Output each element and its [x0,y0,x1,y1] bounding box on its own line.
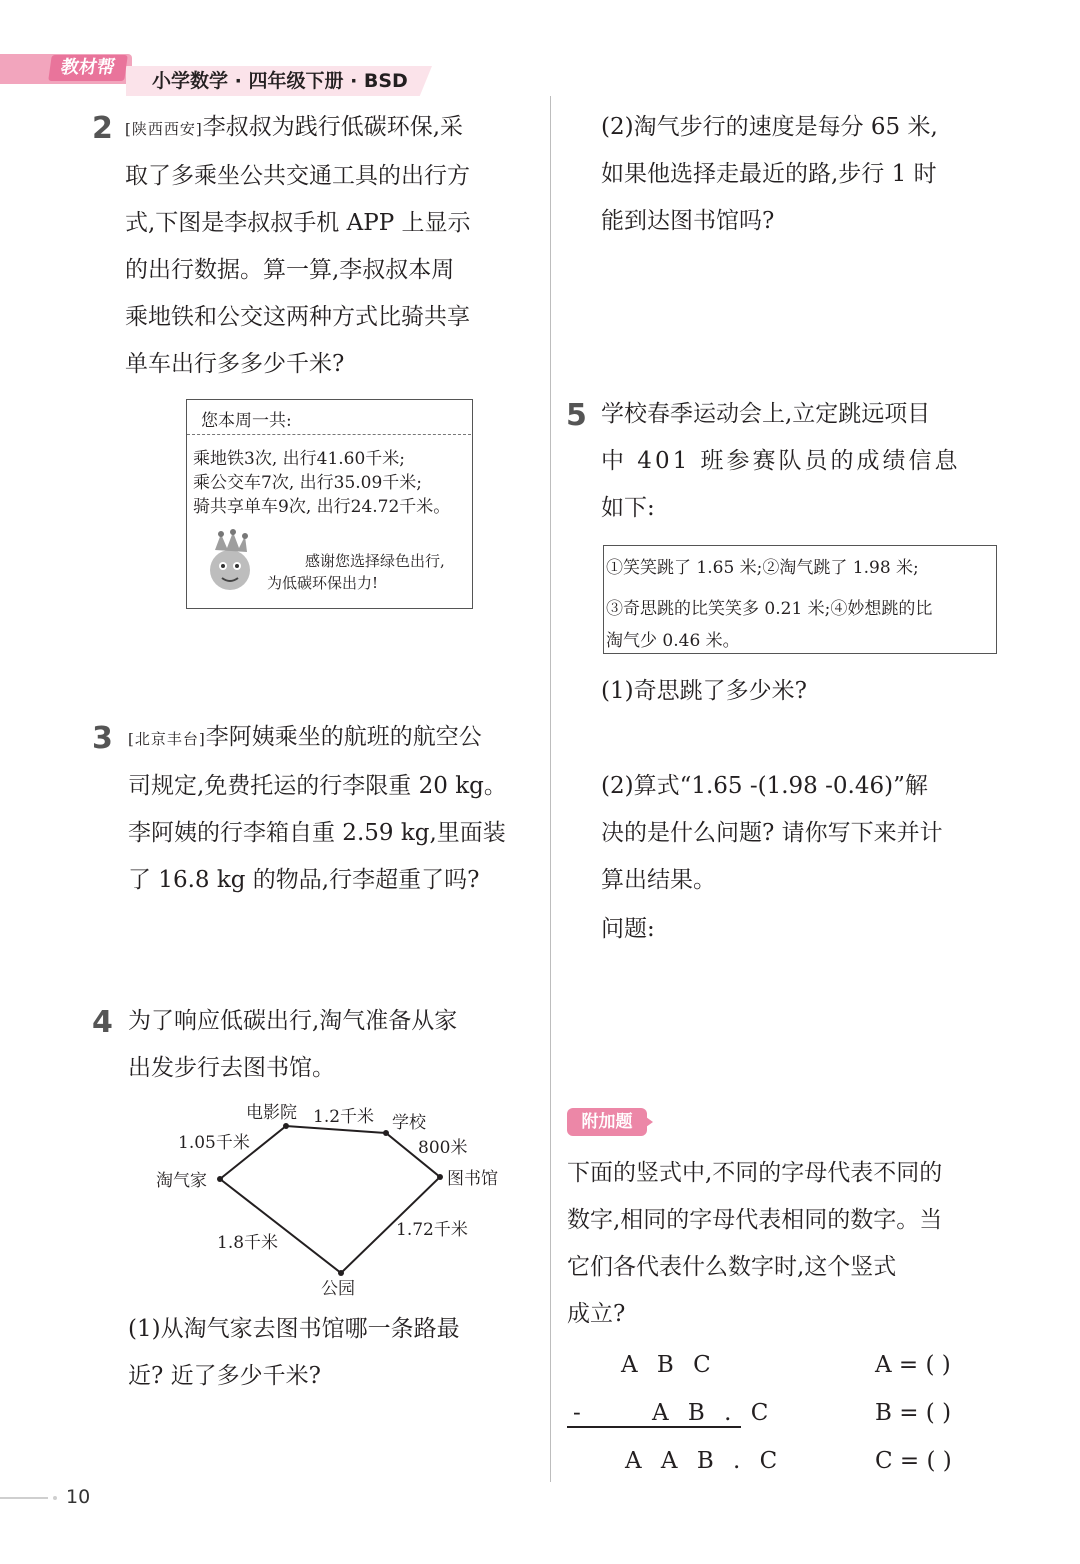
node-school [383,1130,389,1136]
node-cinema [283,1123,289,1129]
dist-park-library: 1.72千米 [396,1220,468,1240]
brand-tag: 教材帮 [48,55,128,81]
answer-b: B = ( ) [875,1400,952,1426]
question-4-text: 为了响应低碳出行,淘气准备从家 出发步行去图书馆。 [128,1008,458,1081]
results-box [603,545,997,654]
vertical-minus: - [573,1400,581,1426]
node-library [437,1174,443,1180]
question-4-sub1: (1)从淘气家去图书馆哪一条路最 近? 近了多少千米? [128,1316,460,1389]
label-park: 公园 [321,1279,355,1299]
answer-a: A = ( ) [875,1352,951,1378]
app-data-box [186,399,473,609]
vertical-row-2: A B . C [652,1400,775,1426]
page-title: 小学数学 · 四年级下册 · BSD [152,70,408,92]
footer-line [0,1497,48,1499]
route-map [150,1095,498,1305]
question-5-text: 学校春季运动会上,立定跳远项目 中 401 班参赛队员的成绩信息 如下: [601,401,961,521]
question-5-problem-label: 问题: [601,916,655,942]
vertical-row-3: A A B . C [625,1448,784,1474]
dist-cinema-school: 1.2千米 [313,1107,375,1127]
dist-home-cinema: 1.05千米 [178,1133,250,1153]
vertical-row-1: A B C [621,1352,717,1378]
question-2-number: 2 [92,111,113,146]
app-box-records: 乘地铁3次, 出行41.60千米; 乘公交车7次, 出行35.09千米; 骑共享单车9次, 出行24.72千米。 [193,449,451,517]
page-number: 10 [66,1486,91,1508]
question-3-number: 3 [92,721,113,756]
bonus-tag-arrow [646,1117,653,1127]
bonus-tag: 附加题 [567,1108,647,1136]
question-3-source: [北京丰台] [128,730,206,748]
mascot-icon [201,528,259,594]
label-home: 淘气家 [156,1171,207,1191]
footer-dot [53,1496,57,1500]
question-2-source: [陕西西安] [125,120,203,138]
node-park [338,1270,344,1276]
vertical-line [567,1426,741,1428]
bonus-text: 下面的竖式中,不同的字母代表不同的 数字,相同的字母代表相同的数字。当 它们各代表什么数字时,这个竖式 成立? [567,1160,943,1327]
label-library: 图书馆 [447,1169,498,1189]
app-box-dash [187,434,471,435]
dist-home-park: 1.8千米 [217,1233,279,1253]
question-4-sub2: (2)淘气步行的速度是每分 65 米, 如果他选择走最近的路,步行 1 时 能到达图书馆吗? [601,114,938,234]
question-3-text: [北京丰台]李阿姨乘坐的航班的航空公 司规定,免费托运的行李限重 20 kg。 李阿姨的行李箱自重 2.59 kg,里面装 了 16.8 kg 的物品,行李超重了吗? [128,724,507,893]
app-box-title: 您本周一共: [201,411,292,431]
question-2-text: [陕西西安]李叔叔为践行低碳环保,采 取了多乘坐公共交通工具的出行方 式,下图是李叔叔手机 APP 上显示 的出行数据。算一算,李叔叔本周 乘地铁和公交这两种方式比骑共享 单车出行多多少千米? [125,114,471,377]
app-box-thanks-2: 为低碳环保出力! [267,574,379,592]
app-box-thanks-1: 感谢您选择绿色出行, [305,552,445,570]
question-5-number: 5 [566,398,587,433]
answer-c: C = ( ) [875,1448,952,1474]
label-school: 学校 [392,1113,426,1133]
question-5-sub1: (1)奇思跳了多少米? [601,678,807,704]
question-5-sub2: (2)算式“1.65 -(1.98 -0.46)”解 决的是什么问题? 请你写下来并计 算出结果。 [601,773,943,893]
column-divider [550,96,551,1482]
dist-school-library: 800米 [418,1138,468,1158]
question-4-number: 4 [92,1005,113,1040]
results-lines: ①笑笑跳了 1.65 米;②淘气跳了 1.98 米; ③奇思跳的比笑笑多 0.21 米;④妙想跳的比 淘气少 0.46 米。 [606,558,933,651]
label-cinema: 电影院 [246,1103,297,1123]
node-home [217,1176,223,1182]
